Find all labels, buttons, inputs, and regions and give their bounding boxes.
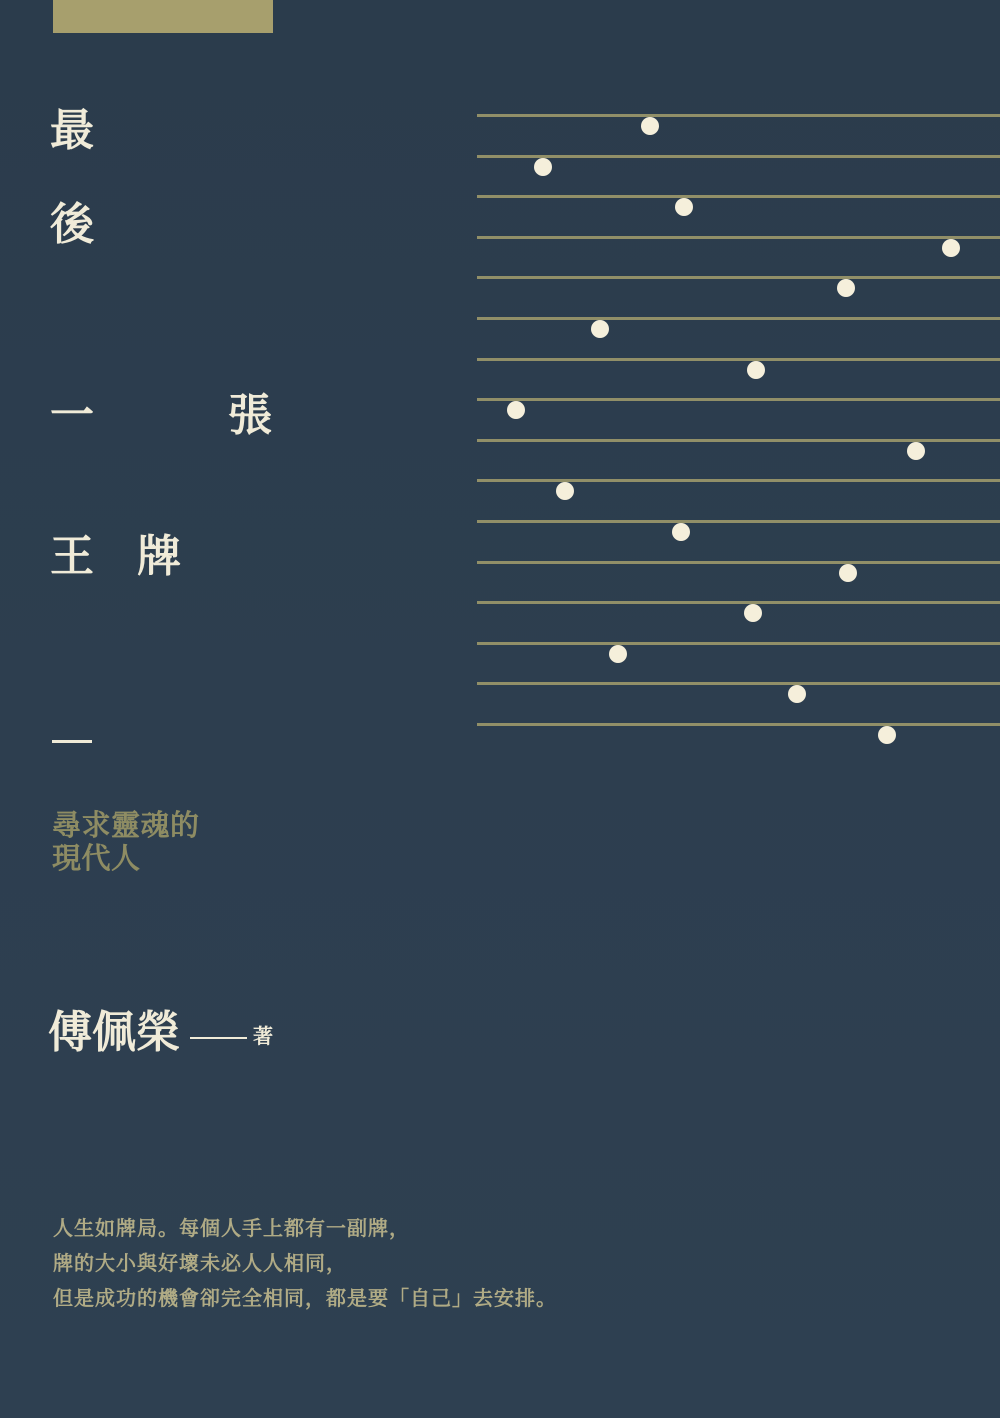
- title-char: 牌: [137, 531, 181, 582]
- bead-dot: [675, 198, 693, 216]
- bead-dot: [839, 564, 857, 582]
- bead-dot: [591, 320, 609, 338]
- bead-dot: [747, 361, 765, 379]
- subtitle: [52, 809, 200, 875]
- bead-dot: [534, 158, 552, 176]
- title-char: 張: [228, 390, 272, 441]
- string-line: [477, 114, 1000, 117]
- string-line: [477, 479, 1000, 482]
- string-line: [477, 682, 1000, 685]
- title-dash-rule: [52, 740, 92, 743]
- string-line: [477, 439, 1000, 442]
- bead-dot: [744, 604, 762, 622]
- string-line: [477, 236, 1000, 239]
- bead-dot: [556, 482, 574, 500]
- author-name: 傅佩榮: [48, 1007, 180, 1058]
- title-char: 後: [50, 199, 94, 250]
- string-line: [477, 398, 1000, 401]
- string-line: [477, 520, 1000, 523]
- bead-dot: [942, 239, 960, 257]
- string-line: [477, 195, 1000, 198]
- string-line: [477, 276, 1000, 279]
- subtitle-line-2: 現代人: [52, 841, 141, 875]
- bead-dot: [837, 279, 855, 297]
- title-char: 王: [50, 531, 94, 582]
- bead-dot: [788, 685, 806, 703]
- title-char: 最: [50, 105, 94, 156]
- string-line: [477, 155, 1000, 158]
- bead-dot: [878, 726, 896, 744]
- string-line: [477, 642, 1000, 645]
- bead-dot: [907, 442, 925, 460]
- string-line: [477, 317, 1000, 320]
- top-accent-rectangle: [53, 0, 273, 33]
- bead-dot: [609, 645, 627, 663]
- title-char: 一: [50, 390, 94, 441]
- string-line: [477, 561, 1000, 564]
- author-role: 著: [253, 1024, 273, 1048]
- bead-dot: [672, 523, 690, 541]
- quote-line-2: 牌的大小與好壞未必人人相同，: [53, 1251, 347, 1275]
- author-dash-rule: [190, 1037, 247, 1039]
- bead-dot: [641, 117, 659, 135]
- subtitle-line-1: 尋求靈魂的: [52, 808, 200, 842]
- string-line: [477, 601, 1000, 604]
- quote-line-3: 但是成功的機會卻完全相同，都是要「自己」去安排。: [53, 1286, 557, 1310]
- string-line: [477, 358, 1000, 361]
- quote-line-1: 人生如牌局。每個人手上都有一副牌，: [53, 1216, 410, 1240]
- string-line: [477, 723, 1000, 726]
- back-quote: [53, 1211, 557, 1316]
- bead-dot: [507, 401, 525, 419]
